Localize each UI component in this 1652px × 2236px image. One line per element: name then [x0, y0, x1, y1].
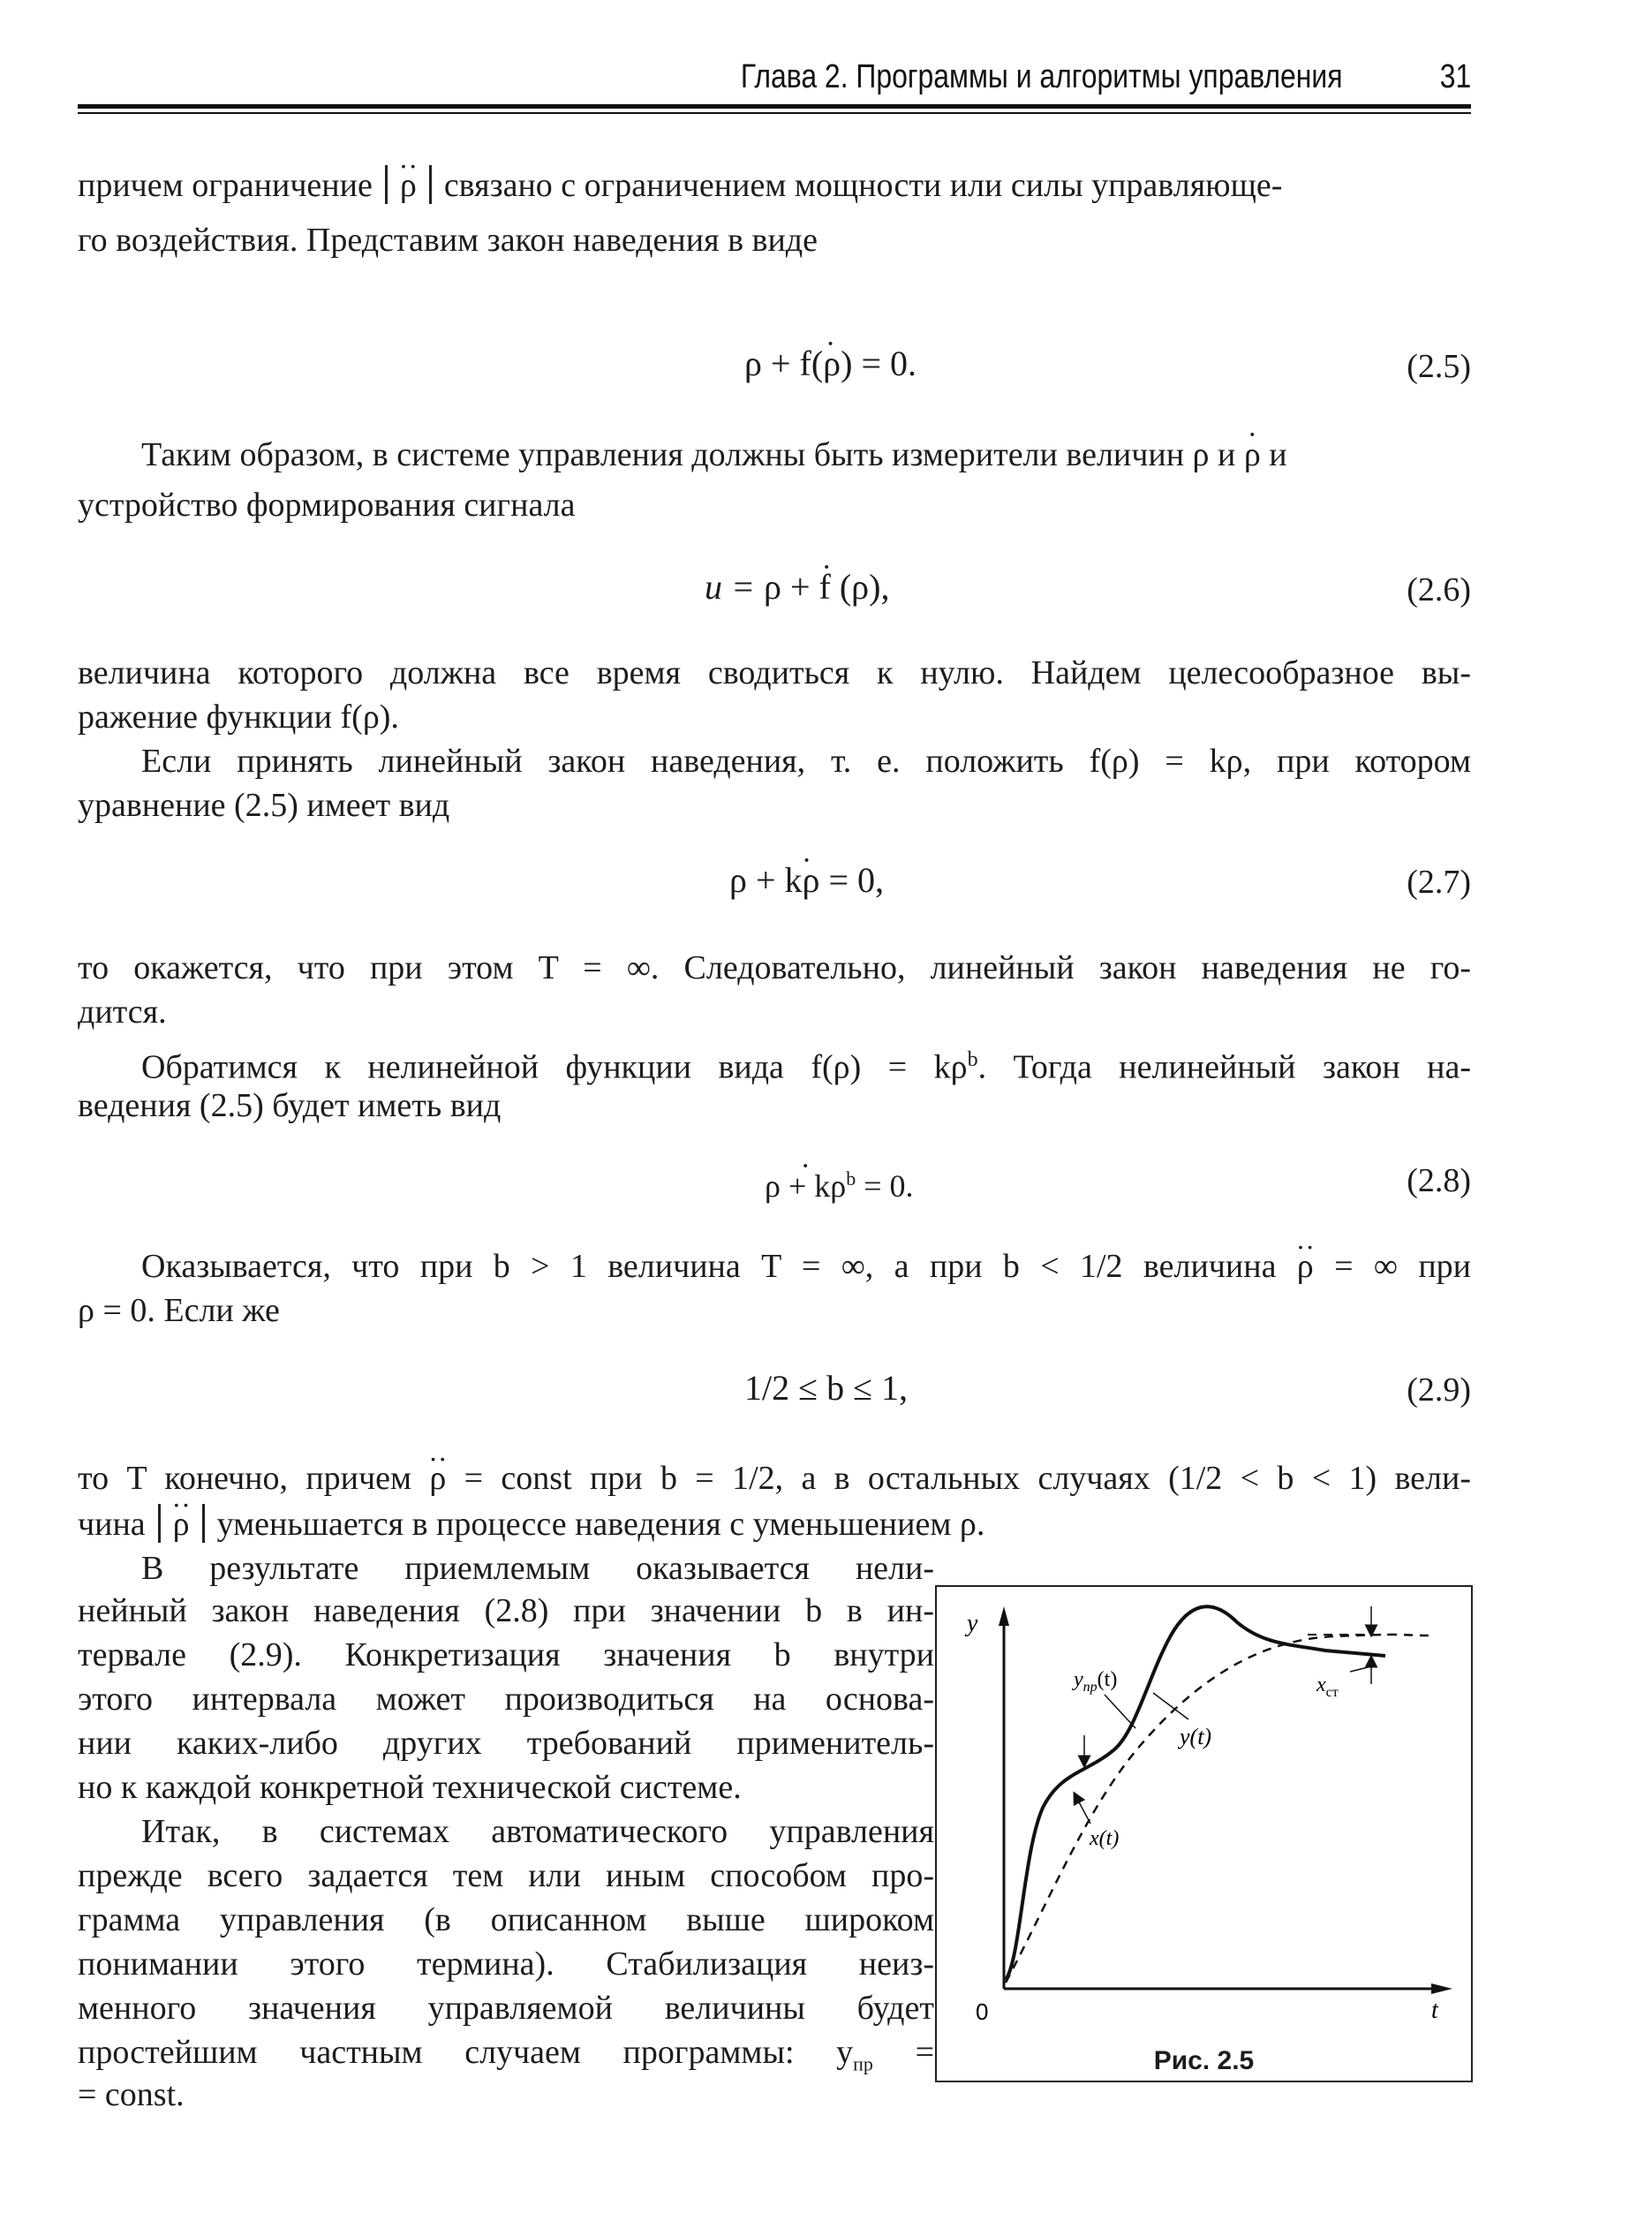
label-x-t: x(t): [1090, 1827, 1120, 1850]
text-line: менного значения управляемой величины будет: [78, 1990, 934, 2027]
equation-2-5: · ρ + f(ρ) = 0.: [744, 342, 917, 386]
y-axis-arrow-icon: [999, 1606, 1009, 1626]
text-line: понимании этого термина). Стабилизация неиз-: [78, 1945, 934, 1983]
text-line: но к каждой конкретной технической системе.: [78, 1769, 742, 1806]
text-line: величина которого должна все время сводиться к нулю. Найдем целесообразное вы-: [78, 654, 1471, 691]
running-header: Глава 2. Программы и алгоритмы управления: [741, 58, 1343, 95]
equation-2-7: · ρ + kρ = 0,: [729, 858, 884, 903]
equation-number: (2.9): [1407, 1371, 1471, 1409]
text-line: Обратимся к нелинейной функции вида $f(\rho) = k\rho^b$. Тогда нелинейный закон на-: [141, 1048, 1472, 1086]
axis-label-t: t: [1431, 1997, 1438, 2024]
equation-2-8: · $\rho + k\rho^b = 0$.: [765, 1157, 914, 1208]
pointer-y-t: [1153, 1693, 1188, 1719]
text-line: то T конечно, причем ·· ρ = const при b = 1/2, а в остальных случаях (1/2 < b < 1) вели-: [78, 1457, 1471, 1499]
xst-pointer: [1350, 1666, 1371, 1672]
equation-number: (2.5): [1407, 348, 1471, 385]
equation-2-9: 1/2 ≤ b ≤ 1,: [744, 1368, 909, 1408]
label-y-t: y(t): [1180, 1724, 1212, 1749]
text-line: Итак, в системах автоматического управления: [141, 1813, 934, 1850]
text-line: нейный закон наведения (2.8) при значении b в ин-: [78, 1592, 934, 1629]
curve-y-t: [1006, 1606, 1385, 1980]
origin-label: 0: [976, 1998, 989, 2025]
page-number: 31: [1439, 58, 1471, 95]
text-line: устройство формирования сигнала: [78, 487, 576, 524]
figure-caption: Рис. 2.5: [1153, 2046, 1255, 2075]
header-rule-thin: [78, 112, 1471, 114]
text-line: = const.: [78, 2076, 185, 2113]
figure-2-5: [935, 1585, 1473, 2082]
text-line: Если принять линейный закон наведения, т. е. положить f(ρ) = kρ, при котором: [141, 743, 1471, 780]
text-line: причем ограничение·· ρ связано с ограничением мощности или силы управляюще-: [78, 164, 1282, 207]
text-line: Оказывается, что при b > 1 величина T = ∞, а при b < 1/2 величина ·· ρ = ∞ при: [141, 1245, 1471, 1288]
pointer-x-t: [1076, 1797, 1090, 1824]
text-line: дится.: [78, 993, 167, 1031]
label-xst: $x_{ст}$: [1316, 1673, 1339, 1700]
equation-number: (2.7): [1407, 864, 1471, 901]
text-line: прежде всего задается тем или иным способом про-: [78, 1857, 934, 1894]
text-line: нии каких-либо других требований применитель-: [78, 1725, 934, 1762]
equation-number: (2.6): [1407, 571, 1471, 608]
text-line: простейшим частным случаем программы: $y_{пр}$ =: [78, 2034, 934, 2075]
text-line: ведения (2.5) будет иметь вид: [78, 1087, 502, 1124]
axis-label-y: y: [967, 1610, 978, 1637]
label-ypr: $y_{пр}(t)$: [1074, 1668, 1118, 1695]
equation-number: (2.8): [1407, 1162, 1471, 1199]
text-line: ρ = 0. Если же: [78, 1292, 280, 1329]
equation-2-6: u = · ρ + f (ρ),: [705, 565, 889, 609]
curve-x-t: [1006, 1635, 1431, 1983]
text-line: ражение функции f(ρ).: [78, 699, 399, 736]
header-rule: [78, 104, 1471, 109]
text-line: тервале (2.9). Конкретизация значения b внутри: [78, 1636, 934, 1673]
text-line: чина·· ρ уменьшается в процессе наведения с уменьшением ρ.: [78, 1503, 984, 1545]
text-line: этого интервала может производиться на основа-: [78, 1681, 934, 1718]
figure-plot: [937, 1587, 1471, 2081]
pointer-ypr: [1105, 1695, 1135, 1728]
text-line: уравнение (2.5) имеет вид: [78, 787, 450, 824]
text-line: грамма управления (в описанном выше широком: [78, 1901, 934, 1938]
text-line: В результате приемлемым оказывается нели-: [141, 1550, 934, 1587]
text-line: Таким образом, в системе управления должны быть измерители величин ρ и · ρ и: [141, 434, 1287, 476]
x-axis-arrow-icon: [1431, 1983, 1452, 1994]
text-line: то окажется, что при этом T = ∞. Следовательно, линейный закон наведения не го-: [78, 949, 1471, 986]
text-line: го воздействия. Представим закон наведения в виде: [78, 222, 818, 259]
